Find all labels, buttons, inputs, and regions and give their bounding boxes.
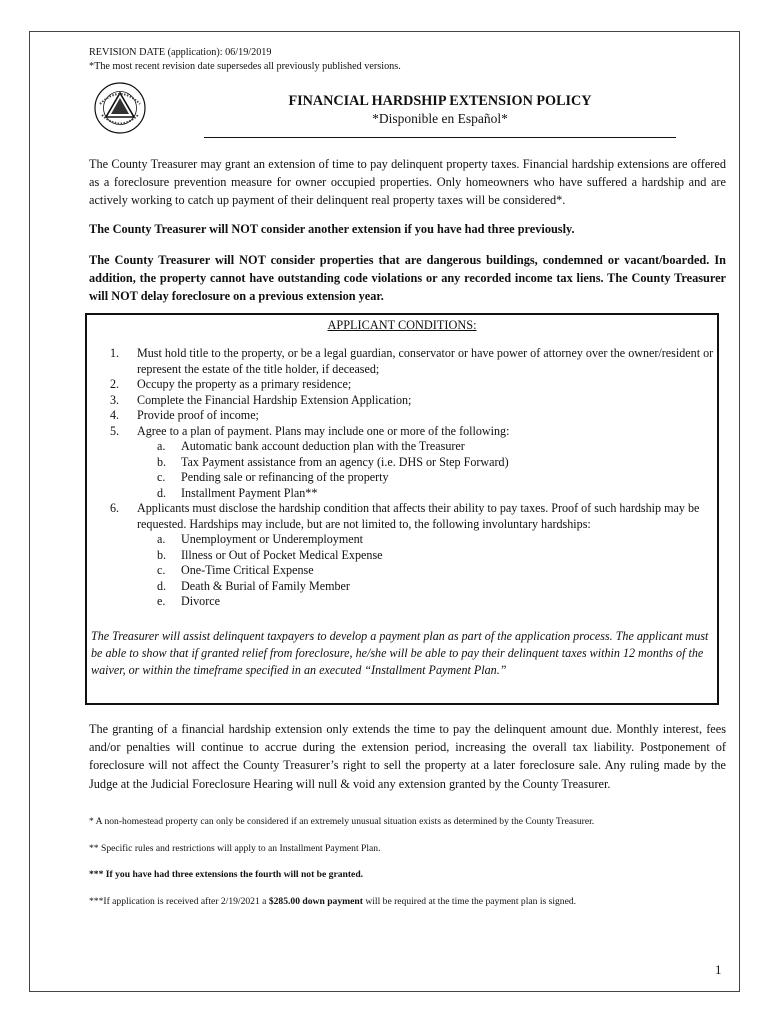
page-title: FINANCIAL HARDSHIP EXTENSION POLICY <box>288 93 592 109</box>
item-text: Unemployment or Underemployment <box>181 532 364 546</box>
condition-item <box>110 408 714 424</box>
footnote-text: ***If application is received after 2/19/2021 a <box>89 896 269 907</box>
item-text: Must hold title to the property, or be a legal guardian, conservator or have power of attorney over the owner/resident or represent the estate of the title holder, if deceased; <box>137 346 714 376</box>
item-letter: a. <box>157 439 166 453</box>
item-text: Tax Payment assistance from an agency (i.e. DHS or Step Forward) <box>181 454 509 469</box>
down-payment-amount: $285.00 down payment <box>268 896 363 907</box>
item-text: Pending sale or refinancing of the property <box>181 470 389 484</box>
footnote-down-payment <box>89 895 726 908</box>
item-number: 2. <box>110 377 120 391</box>
hardship-item <box>110 579 714 595</box>
item-letter: c. <box>157 563 166 577</box>
page-number: 1 <box>715 962 722 977</box>
hardship-item <box>110 594 714 610</box>
item-text: Agree to a plan of payment. Plans may include one or more of the following: <box>137 423 510 438</box>
applicant-conditions-heading: APPLICANT CONDITIONS: <box>327 318 477 332</box>
item-text: Provide proof of income; <box>137 408 259 422</box>
item-letter: e. <box>157 594 166 608</box>
condition-item <box>110 424 714 440</box>
footnote-text: will be required at the time the payment plan is signed. <box>362 896 577 907</box>
item-number: 4. <box>110 408 120 422</box>
plan-item <box>110 439 714 455</box>
item-number: 3. <box>110 392 120 407</box>
notice-three-extensions: The County Treasurer will NOT consider another extension if you have had three previously. <box>89 222 575 236</box>
item-letter: d. <box>157 578 167 593</box>
condition-item <box>110 393 714 409</box>
footnote-fourth-extension: *** If you have had three extensions the fourth will not be granted. <box>89 869 364 880</box>
county-seal-icon <box>94 82 146 134</box>
item-letter: d. <box>157 485 167 500</box>
hardship-item <box>110 532 714 548</box>
item-letter: c. <box>157 470 166 484</box>
conditions-list <box>110 346 714 610</box>
intro-paragraph: The County Treasurer may grant an extension of time to pay delinquent property taxes. Financial hardship extensions are offered as a foreclosure prevention measure for owner occupied properties. Only homeowners who have suffered a hardship and are actively working to catch up payment of their delinquent real property taxes will be considered*. <box>89 157 726 208</box>
item-letter: b. <box>157 454 167 469</box>
item-letter: b. <box>157 547 167 562</box>
condition-item <box>110 377 714 393</box>
item-number: 1. <box>110 346 120 360</box>
plan-item <box>110 455 714 471</box>
title-block <box>204 92 676 128</box>
item-letter: a. <box>157 532 166 546</box>
page-subtitle: *Disponible en Español* <box>372 111 508 126</box>
item-text: Applicants must disclose the hardship condition that affects their ability to pay taxes. Proof of such hardship may be requested. Hardships may include, but are not limited to, the following involuntary hardships: <box>137 501 700 531</box>
condition-item <box>110 501 714 532</box>
plan-item <box>110 486 714 502</box>
footnote-non-homestead: * A non-homestead property can only be considered if an extremely unusual situation exists as determined by the County Treasurer. <box>89 816 595 827</box>
item-text: Installment Payment Plan** <box>181 485 318 500</box>
hardship-item <box>110 548 714 564</box>
hardship-item <box>110 563 714 579</box>
revision-block <box>89 46 401 73</box>
item-text: One-Time Critical Expense <box>181 563 314 577</box>
condition-item <box>110 346 714 377</box>
granting-paragraph: The granting of a financial hardship extension only extends the time to pay the delinquent amount due. Monthly interest, fees and/or penalties will continue to accrue during the extension period, increasing the overall tax liability. Postponement of foreclosure will not affect the County Treasurer’s right to sell the property at a later foreclosure sale. Any ruling made by the Judge at the Judicial Foreclosure Hearing will null & void any extension granted by the County Treasurer. <box>89 722 726 791</box>
revision-date: REVISION DATE (application): 06/19/2019 <box>89 47 272 58</box>
treasurer-assist-note: The Treasurer will assist delinquent taxpayers to develop a payment plan as part of the application process. The applicant must be able to show that if granted relief from foreclosure, he/she will be able to pay their delinquent taxes within 12 months of the waiver, or within the timeframe specified in an executed “Installment Payment Plan.” <box>91 629 709 677</box>
item-text: Divorce <box>181 594 220 608</box>
item-text: Complete the Financial Hardship Extension Application; <box>137 392 412 407</box>
item-text: Occupy the property as a primary residence; <box>137 377 352 391</box>
item-number: 5. <box>110 423 120 438</box>
item-number: 6. <box>110 501 120 515</box>
notice-ineligible-properties: The County Treasurer will NOT consider properties that are dangerous buildings, condemned or vacant/boarded. In addition, the property cannot have outstanding code violations or any recorded income tax liens. The County Treasurer will NOT delay foreclosure on a previous extension year. <box>89 253 726 304</box>
revision-note: *The most recent revision date supersedes all previously published versions. <box>89 60 401 72</box>
plan-item <box>110 470 714 486</box>
title-divider <box>204 137 676 138</box>
item-text: Automatic bank account deduction plan with the Treasurer <box>181 439 465 453</box>
footnote-installment: ** Specific rules and restrictions will apply to an Installment Payment Plan. <box>89 843 381 854</box>
item-text: Illness or Out of Pocket Medical Expense <box>181 547 383 562</box>
item-text: Death & Burial of Family Member <box>181 578 350 593</box>
